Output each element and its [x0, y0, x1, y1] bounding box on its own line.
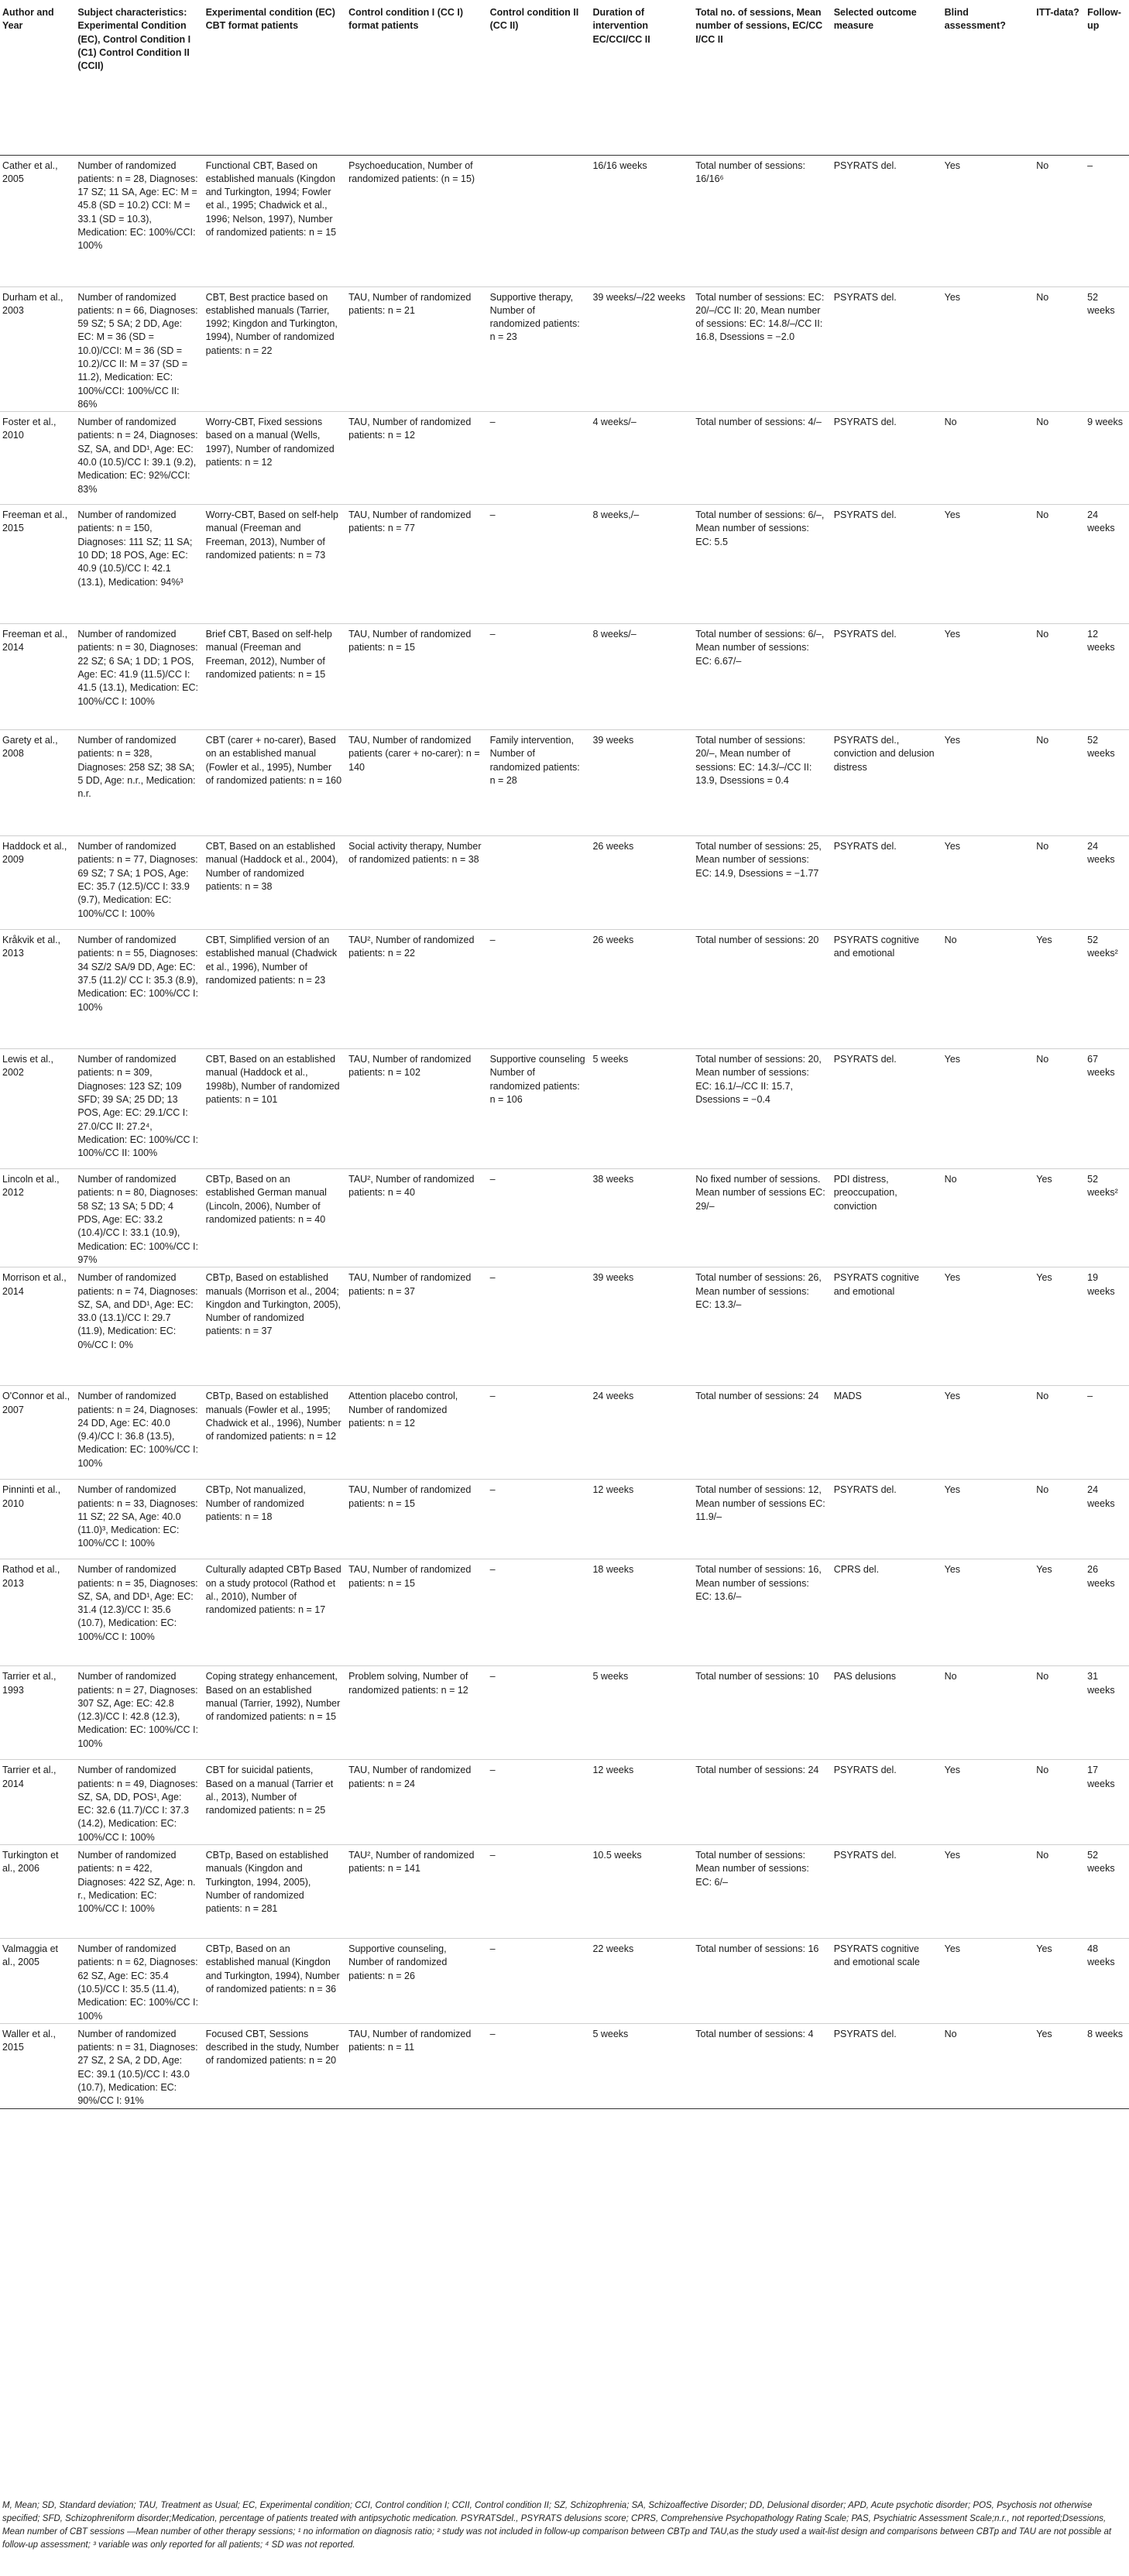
table-cell: – — [488, 412, 591, 505]
table-cell: Yes — [942, 155, 1035, 286]
table-cell: CBT, Based on an established manual (Haddock et al., 2004), Number of randomized patients: n = 38 — [204, 836, 347, 930]
table-cell: Yes — [942, 1480, 1035, 1559]
table-cell: Foster et al., 2010 — [0, 412, 75, 505]
table-cell: 4 weeks/– — [590, 412, 693, 505]
table-cell: CBT (carer + no-carer), Based on an established manual (Fowler et al., 1995), Number of randomized patients: n = 160 — [204, 730, 347, 836]
table-cell: MADS — [832, 1386, 942, 1480]
table-cell: Total number of sessions: 26, Mean number of sessions: EC: 13.3/– — [693, 1267, 831, 1386]
table-cell: No — [1034, 1386, 1085, 1480]
column-header: Selected outcome measure — [832, 0, 942, 155]
table-row — [0, 730, 1129, 836]
table-cell: – — [488, 1939, 591, 2024]
table-cell: Kråkvik et al., 2013 — [0, 930, 75, 1049]
table-cell: No — [1034, 286, 1085, 412]
table-cell: – — [1085, 155, 1129, 286]
table-cell: O'Connor et al., 2007 — [0, 1386, 75, 1480]
table-row — [0, 1049, 1129, 1169]
table-cell: Durham et al., 2003 — [0, 286, 75, 412]
table-row — [0, 2023, 1129, 2108]
table-cell: CBTp, Based on established manuals (Fowler et al., 1995; Chadwick et al., 1996), Number of randomized patients: n = 12 — [204, 1386, 347, 1480]
table-cell: Yes — [942, 286, 1035, 412]
table-row — [0, 505, 1129, 624]
table-cell: Total number of sessions: 20/–, Mean number of sessions: EC: 14.3/–/CC II: 13.9, Dsessions = 0.4 — [693, 730, 831, 836]
table-cell: No — [942, 2023, 1035, 2108]
table-cell: Total number of sessions: 10 — [693, 1666, 831, 1760]
table-cell: 24 weeks — [590, 1386, 693, 1480]
table-row — [0, 1939, 1129, 2024]
table-cell: 38 weeks — [590, 1169, 693, 1267]
table-cell: Valmaggia et al., 2005 — [0, 1939, 75, 2024]
table-cell: Number of randomized patients: n = 55, Diagnoses: 34 SZ/2 SA/9 DD, Age: EC: 37.5 (11.2)/ CC I: 35.3 (8.9), Medication: EC: 100%/CC I: 100% — [75, 930, 203, 1049]
table-cell: Yes — [942, 505, 1035, 624]
table-cell: 24 weeks — [1085, 505, 1129, 624]
table-cell: Yes — [1034, 1169, 1085, 1267]
table-cell: Functional CBT, Based on established manuals (Kingdon and Turkington, 1994; Fowler et al., 1995; Chadwick et al., 1996; Nelson, 1997), Number of randomized patients: n = 15 — [204, 155, 347, 286]
table-cell: Cather et al., 2005 — [0, 155, 75, 286]
table-row — [0, 1760, 1129, 1845]
table-cell: 26 weeks — [590, 836, 693, 930]
table-cell: Rathod et al., 2013 — [0, 1559, 75, 1666]
table-cell: TAU, Number of randomized patients: n = 12 — [346, 412, 488, 505]
table-cell: TAU, Number of randomized patients: n = 24 — [346, 1760, 488, 1845]
table-cell: Number of randomized patients: n = 328, Diagnoses: 258 SZ; 38 SA; 5 DD, Age: n.r., Medication: n.r. — [75, 730, 203, 836]
table-cell: CBT, Based on an established manual (Haddock et al., 1998b), Number of randomized patients: n = 101 — [204, 1049, 347, 1169]
table-cell: TAU, Number of randomized patients: n = 77 — [346, 505, 488, 624]
table-cell: No — [942, 1169, 1035, 1267]
table-cell: 5 weeks — [590, 2023, 693, 2108]
column-header: Control condition II (CC II) — [488, 0, 591, 155]
table-cell: Yes — [942, 624, 1035, 730]
table-row — [0, 1169, 1129, 1267]
table-cell: No — [942, 930, 1035, 1049]
table-cell: TAU, Number of randomized patients: n = 37 — [346, 1267, 488, 1386]
table-cell: CBTp, Based on established manuals (Kingdon and Turkington, 1994, 2005), Number of randomized patients: n = 281 — [204, 1845, 347, 1939]
table-cell: Social activity therapy, Number of randomized patients: n = 38 — [346, 836, 488, 930]
table-cell: Freeman et al., 2015 — [0, 505, 75, 624]
table-cell: 26 weeks — [590, 930, 693, 1049]
table-cell: Number of randomized patients: n = 28, Diagnoses: 17 SZ; 11 SA, Age: EC: M = 45.8 (SD = 10.2) CCI: M = 33.1 (SD = 10.3), Medication: EC: 100%/CCI: 100% — [75, 155, 203, 286]
table-cell: Yes — [942, 1049, 1035, 1169]
table-cell: – — [488, 1267, 591, 1386]
table-cell: 22 weeks — [590, 1939, 693, 2024]
table-cell: PSYRATS del. — [832, 1480, 942, 1559]
table-cell: Total number of sessions: 24 — [693, 1760, 831, 1845]
table-cell: Freeman et al., 2014 — [0, 624, 75, 730]
table-cell: 9 weeks — [1085, 412, 1129, 505]
table-cell: 8 weeks — [1085, 2023, 1129, 2108]
table-cell: Haddock et al., 2009 — [0, 836, 75, 930]
table-cell: Yes — [942, 1559, 1035, 1666]
table-cell: 5 weeks — [590, 1049, 693, 1169]
table-cell: Psychoeducation, Number of randomized patients: (n = 15) — [346, 155, 488, 286]
table-row — [0, 1267, 1129, 1386]
table-cell: 10.5 weeks — [590, 1845, 693, 1939]
table-cell: 52 weeks² — [1085, 930, 1129, 1049]
table-cell: Number of randomized patients: n = 33, Diagnoses: 11 SZ; 22 SA, Age: 40.0 (11.0)³, Medication: EC: 100%/CC I: 100% — [75, 1480, 203, 1559]
table-cell: Number of randomized patients: n = 309, Diagnoses: 123 SZ; 109 SFD; 39 SA; 25 DD; 13 POS, Age: EC: 29.1/CC I: 27.0/CC II: 27.2⁴, Medication: EC: 100%/CC I: 100%/CC II: 100% — [75, 1049, 203, 1169]
table-cell — [488, 836, 591, 930]
table-body — [0, 155, 1129, 2108]
table-cell: TAU, Number of randomized patients: n = 102 — [346, 1049, 488, 1169]
table-cell: Yes — [942, 1386, 1035, 1480]
table-cell: Problem solving, Number of randomized patients: n = 12 — [346, 1666, 488, 1760]
table-cell: 31 weeks — [1085, 1666, 1129, 1760]
table-cell: Total number of sessions: Mean number of sessions: EC: 6/– — [693, 1845, 831, 1939]
table-cell: Attention placebo control, Number of randomized patients: n = 12 — [346, 1386, 488, 1480]
table-row — [0, 1845, 1129, 1939]
table-cell: Tarrier et al., 1993 — [0, 1666, 75, 1760]
table-cell: TAU², Number of randomized patients: n = 141 — [346, 1845, 488, 1939]
table-cell: 12 weeks — [590, 1760, 693, 1845]
table-cell: 26 weeks — [1085, 1559, 1129, 1666]
column-header: Control condition I (CC I) format patients — [346, 0, 488, 155]
table-cell: Total number of sessions: 25, Mean number of sessions: EC: 14.9, Dsessions = −1.77 — [693, 836, 831, 930]
column-header: Follow-up — [1085, 0, 1129, 155]
table-cell: Turkington et al., 2006 — [0, 1845, 75, 1939]
table-cell: Coping strategy enhancement, Based on an established manual (Tarrier, 1992), Number of randomized patients: n = 15 — [204, 1666, 347, 1760]
table-cell: Number of randomized patients: n = 74, Diagnoses: SZ, SA, and DD¹, Age: EC: 33.0 (13.1)/CC I: 29.7 (11.9), Medication: EC: 0%/CC I: 0% — [75, 1267, 203, 1386]
table-cell: 52 weeks — [1085, 1845, 1129, 1939]
table-cell: No — [1034, 730, 1085, 836]
table-cell: Total number of sessions: 16/16⁶ — [693, 155, 831, 286]
table-cell: – — [1085, 1386, 1129, 1480]
table-cell: PSYRATS cognitive and emotional — [832, 1267, 942, 1386]
table-cell: CBTp, Based on an established manual (Kingdon and Turkington, 1994), Number of randomized patients: n = 36 — [204, 1939, 347, 2024]
table-cell: Yes — [942, 1760, 1035, 1845]
table-cell: PAS delusions — [832, 1666, 942, 1760]
table-cell: Supportive counseling, Number of randomized patients: n = 26 — [346, 1939, 488, 2024]
table-cell: Morrison et al., 2014 — [0, 1267, 75, 1386]
table-cell: No — [1034, 1666, 1085, 1760]
table-cell: No — [1034, 624, 1085, 730]
column-header: Author and Year — [0, 0, 75, 155]
table-row — [0, 286, 1129, 412]
table-cell: TAU, Number of randomized patients (carer + no-carer): n = 140 — [346, 730, 488, 836]
table-cell: TAU², Number of randomized patients: n = 22 — [346, 930, 488, 1049]
table-cell: No — [1034, 1480, 1085, 1559]
table-cell: Total number of sessions: EC: 20/–/CC II: 20, Mean number of sessions: EC: 14.8/–/CC II: 16.8, Dsessions = −2.0 — [693, 286, 831, 412]
column-header: Duration of intervention EC/CCI/CC II — [590, 0, 693, 155]
table-cell: Yes — [942, 836, 1035, 930]
table-cell: – — [488, 1169, 591, 1267]
table-cell: Total number of sessions: 20 — [693, 930, 831, 1049]
table-cell: 52 weeks² — [1085, 1169, 1129, 1267]
table-cell: Lincoln et al., 2012 — [0, 1169, 75, 1267]
table-cell: Number of randomized patients: n = 66, Diagnoses: 59 SZ; 5 SA; 2 DD, Age: EC: M = 36 (SD = 10.0)/CCI: M = 36 (SD = 10.2)/CC II: M = 37 (SD = 11.2), Medication: EC: 100%/CCI: 100%/CC II: 86% — [75, 286, 203, 412]
table-cell: 8 weeks/– — [590, 624, 693, 730]
table-cell: No — [942, 1666, 1035, 1760]
table-cell: – — [488, 2023, 591, 2108]
table-cell: Total number of sessions: 16, Mean number of sessions: EC: 13.6/– — [693, 1559, 831, 1666]
table-cell: No — [1034, 1845, 1085, 1939]
table-cell: 67 weeks — [1085, 1049, 1129, 1169]
column-header: Total no. of sessions, Mean number of sessions, EC/CC I/CC II — [693, 0, 831, 155]
table-cell: Brief CBT, Based on self-help manual (Freeman and Freeman, 2012), Number of randomized patients: n = 15 — [204, 624, 347, 730]
table-cell: CBTp, Based on established manuals (Morrison et al., 2004; Kingdon and Turkington, 2005), Number of randomized patients: n = 37 — [204, 1267, 347, 1386]
table-cell: Worry-CBT, Fixed sessions based on a manual (Wells, 1997), Number of randomized patients: n = 12 — [204, 412, 347, 505]
table-cell: Yes — [1034, 1267, 1085, 1386]
table-cell: 48 weeks — [1085, 1939, 1129, 2024]
table-cell: – — [488, 1845, 591, 1939]
table-cell: 8 weeks,/– — [590, 505, 693, 624]
table-row — [0, 1386, 1129, 1480]
table-cell: Yes — [1034, 2023, 1085, 2108]
table-cell: CBT, Simplified version of an established manual (Chadwick et al., 1996), Number of randomized patients: n = 23 — [204, 930, 347, 1049]
table-cell: 39 weeks — [590, 730, 693, 836]
table-cell: Yes — [942, 1845, 1035, 1939]
column-header: Experimental condition (EC) CBT format patients — [204, 0, 347, 155]
column-header: Blind assessment? — [942, 0, 1035, 155]
table-cell: 5 weeks — [590, 1666, 693, 1760]
table-cell: TAU, Number of randomized patients: n = 15 — [346, 1559, 488, 1666]
table-cell: 39 weeks — [590, 1267, 693, 1386]
table-cell: PSYRATS del. — [832, 412, 942, 505]
table-cell: 39 weeks/–/22 weeks — [590, 286, 693, 412]
table-cell: Family intervention, Number of randomized patients: n = 28 — [488, 730, 591, 836]
table-cell: Number of randomized patients: n = 80, Diagnoses: 58 SZ; 13 SA; 5 DD; 4 PDS, Age: EC: 33.2 (10.4)/CC I: 33.1 (10.9), Medication: EC: 100%/CC I: 97% — [75, 1169, 203, 1267]
table-cell: PSYRATS del. — [832, 286, 942, 412]
table-cell: Waller et al., 2015 — [0, 2023, 75, 2108]
table-cell: TAU, Number of randomized patients: n = 21 — [346, 286, 488, 412]
table-cell: PDI distress, preoccupation, conviction — [832, 1169, 942, 1267]
table-cell: 19 weeks — [1085, 1267, 1129, 1386]
table-cell: – — [488, 930, 591, 1049]
table-cell: PSYRATS cognitive and emotional scale — [832, 1939, 942, 2024]
table-cell: Total number of sessions: 12, Mean number of sessions EC: 11.9/– — [693, 1480, 831, 1559]
table-cell: Yes — [1034, 1939, 1085, 2024]
table-cell: 52 weeks — [1085, 730, 1129, 836]
table-cell: No — [1034, 412, 1085, 505]
table-cell: Total number of sessions: 4 — [693, 2023, 831, 2108]
table-row — [0, 624, 1129, 730]
table-cell: 24 weeks — [1085, 1480, 1129, 1559]
table-cell: 12 weeks — [1085, 624, 1129, 730]
table-cell: Number of randomized patients: n = 27, Diagnoses: 307 SZ, Age: EC: 42.8 (12.3)/CC I: 42.8 (12.3), Medication: EC: 100%/CC I: 100% — [75, 1666, 203, 1760]
table-header — [0, 0, 1129, 155]
table-cell: – — [488, 1760, 591, 1845]
table-cell: 52 weeks — [1085, 286, 1129, 412]
table-cell: Tarrier et al., 2014 — [0, 1760, 75, 1845]
table-cell: Number of randomized patients: n = 30, Diagnoses: 22 SZ; 6 SA; 1 DD; 1 POS, Age: EC: 41.9 (11.5)/CC I: 41.5 (13.1), Medication: EC: 100%/CC I: 100% — [75, 624, 203, 730]
table-cell: – — [488, 624, 591, 730]
table-cell: TAU, Number of randomized patients: n = 11 — [346, 2023, 488, 2108]
table-cell: No — [942, 412, 1035, 505]
table-cell: Supportive counseling Number of randomized patients: n = 106 — [488, 1049, 591, 1169]
table-cell: – — [488, 505, 591, 624]
table-cell: Yes — [942, 730, 1035, 836]
table-cell: Worry-CBT, Based on self-help manual (Freeman and Freeman, 2013), Number of randomized patients: n = 73 — [204, 505, 347, 624]
table-cell: 24 weeks — [1085, 836, 1129, 930]
table-cell: Total number of sessions: 4/– — [693, 412, 831, 505]
table-cell: Total number of sessions: 6/–, Mean number of sessions: EC: 5.5 — [693, 505, 831, 624]
table-cell: Garety et al., 2008 — [0, 730, 75, 836]
table-cell: Yes — [1034, 1559, 1085, 1666]
table-row — [0, 930, 1129, 1049]
column-header: ITT-data? — [1034, 0, 1085, 155]
table-cell: Total number of sessions: 16 — [693, 1939, 831, 2024]
table-row — [0, 836, 1129, 930]
table-cell: TAU, Number of randomized patients: n = 15 — [346, 1480, 488, 1559]
table-cell: Number of randomized patients: n = 422, Diagnoses: 422 SZ, Age: n. r., Medication: EC: 100%/CC I: 100% — [75, 1845, 203, 1939]
table-cell: PSYRATS del. — [832, 624, 942, 730]
table-row — [0, 412, 1129, 505]
table-cell: PSYRATS del. — [832, 2023, 942, 2108]
table-cell: Yes — [942, 1267, 1035, 1386]
table-cell: Number of randomized patients: n = 49, Diagnoses: SZ, SA, DD, POS¹, Age: EC: 32.6 (11.7)/CC I: 37.3 (14.2), Medication: EC: 100%/CC I: 100% — [75, 1760, 203, 1845]
table-cell: – — [488, 1559, 591, 1666]
table-cell: TAU, Number of randomized patients: n = 15 — [346, 624, 488, 730]
table-cell: PSYRATS del. — [832, 1049, 942, 1169]
table-cell: Number of randomized patients: n = 24, Diagnoses: SZ, SA, and DD¹, Age: EC: 40.0 (10.5)/CC I: 39.1 (9.2), Medication: EC: 92%/CCI: 83% — [75, 412, 203, 505]
table-cell: PSYRATS cognitive and emotional — [832, 930, 942, 1049]
table-cell: Number of randomized patients: n = 77, Diagnoses: 69 SZ; 7 SA; 1 POS, Age: EC: 35.7 (12.5)/CC I: 33.9 (9.7), Medication: EC: 100%/CC I: 100% — [75, 836, 203, 930]
table-cell: Number of randomized patients: n = 35, Diagnoses: SZ, SA, and DD¹, Age: EC: 31.4 (12.3)/CC I: 35.6 (10.7), Medication: EC: 100%/CC I: 100% — [75, 1559, 203, 1666]
table-cell: Yes — [1034, 930, 1085, 1049]
table-cell: No — [1034, 1049, 1085, 1169]
table-cell: – — [488, 1386, 591, 1480]
table-footnote: M, Mean; SD, Standard deviation; TAU, Treatment as Usual; EC, Experimental condition; CCI, Control condition I; CCII, Control condition II; SZ, Schizophrenia; SA, Schizoaffective Disorder; DD, Delusional disorder; APD, Acute psychotic disorder; POS, Psychosis not otherwise specified; SFD, Schizophreniform disorder;Medication, percentage of patients treated with antipsychotic medication. PSYRATSdel., PSYRATS delusions score; CPRS, Comprehensive Psychopathology Rating Scale; PAS, Psychiatric Assessment Scale;n.r., not reported;Dsessions, Mean number of CBT sessions —Mean number of other therapy sessions; ¹ no information on diagnosis ratio; ² study was not included in follow-up comparison between CBTp and TAU,as the study used a wait-list design and comparisons between CBTp and TAU are not possible at follow-up assessment; ³ variable was only reported for all patients; ⁴ SD was not reported. — [2, 2501, 1112, 2550]
table-cell: No — [1034, 155, 1085, 286]
table-cell: PSYRATS del. — [832, 1845, 942, 1939]
table-cell: Supportive therapy, Number of randomized patients: n = 23 — [488, 286, 591, 412]
table-row — [0, 155, 1129, 286]
table-cell: 16/16 weeks — [590, 155, 693, 286]
table-cell: Total number of sessions: 6/–, Mean number of sessions: EC: 6.67/– — [693, 624, 831, 730]
table-cell — [488, 155, 591, 286]
table-cell: Focused CBT, Sessions described in the study, Number of randomized patients: n = 20 — [204, 2023, 347, 2108]
table-cell: PSYRATS del. — [832, 505, 942, 624]
table-cell: No — [1034, 836, 1085, 930]
table-cell: CBTp, Based on an established German manual (Lincoln, 2006), Number of randomized patients: n = 40 — [204, 1169, 347, 1267]
table-cell: CPRS del. — [832, 1559, 942, 1666]
header-row — [0, 0, 1129, 155]
table-cell: Number of randomized patients: n = 150, Diagnoses: 111 SZ; 11 SA; 10 DD; 18 POS, Age: EC: 40.9 (10.5)/CC I: 42.1 (13.1), Medication: 94%³ — [75, 505, 203, 624]
table-cell: PSYRATS del. — [832, 1760, 942, 1845]
table-row — [0, 1666, 1129, 1760]
table-cell: 12 weeks — [590, 1480, 693, 1559]
table-cell: Total number of sessions: 24 — [693, 1386, 831, 1480]
table-row — [0, 1480, 1129, 1559]
table-cell: PSYRATS del., conviction and delusion distress — [832, 730, 942, 836]
table-cell: 18 weeks — [590, 1559, 693, 1666]
table-cell: PSYRATS del. — [832, 155, 942, 286]
table-cell: 17 weeks — [1085, 1760, 1129, 1845]
table-cell: Pinninti et al., 2010 — [0, 1480, 75, 1559]
table-cell: No — [1034, 1760, 1085, 1845]
table-cell: Total number of sessions: 20, Mean number of sessions: EC: 16.1/–/CC II: 15.7, Dsessions = −0.4 — [693, 1049, 831, 1169]
table-cell: CBT for suicidal patients, Based on a manual (Tarrier et al., 2013), Number of randomized patients: n = 25 — [204, 1760, 347, 1845]
table-row — [0, 1559, 1129, 1666]
table-cell: No — [1034, 505, 1085, 624]
table-cell: Number of randomized patients: n = 24, Diagnoses: 24 DD, Age: EC: 40.0 (9.4)/CC I: 36.8 (13.5), Medication: EC: 100%/CC I: 100% — [75, 1386, 203, 1480]
table-cell: CBTp, Not manualized, Number of randomized patients: n = 18 — [204, 1480, 347, 1559]
table-cell: Number of randomized patients: n = 62, Diagnoses: 62 SZ, Age: EC: 35.4 (10.5)/CC I: 35.5 (11.4), Medication: EC: 100%/CC I: 100% — [75, 1939, 203, 2024]
table-cell: Yes — [942, 1939, 1035, 2024]
table-cell: – — [488, 1480, 591, 1559]
table-cell: No fixed number of sessions. Mean number of sessions EC: 29/– — [693, 1169, 831, 1267]
table-cell: Number of randomized patients: n = 31, Diagnoses: 27 SZ, 2 SA, 2 DD, Age: EC: 39.1 (10.5)/CC I: 43.0 (10.7), Medication: EC: 90%/CC I: 91% — [75, 2023, 203, 2108]
table-cell: TAU², Number of randomized patients: n = 40 — [346, 1169, 488, 1267]
column-header: Subject characteristics: Experimental Condition (EC), Control Condition I (C1) Control Condition II (CCII) — [75, 0, 203, 155]
table-cell: PSYRATS del. — [832, 836, 942, 930]
table-cell: – — [488, 1666, 591, 1760]
table-cell: Lewis et al., 2002 — [0, 1049, 75, 1169]
table-cell: Culturally adapted CBTp Based on a study protocol (Rathod et al., 2010), Number of randomized patients: n = 17 — [204, 1559, 347, 1666]
table-cell: CBT, Best practice based on established manuals (Tarrier, 1992; Kingdon and Turkington, 1994), Number of randomized patients: n = 22 — [204, 286, 347, 412]
